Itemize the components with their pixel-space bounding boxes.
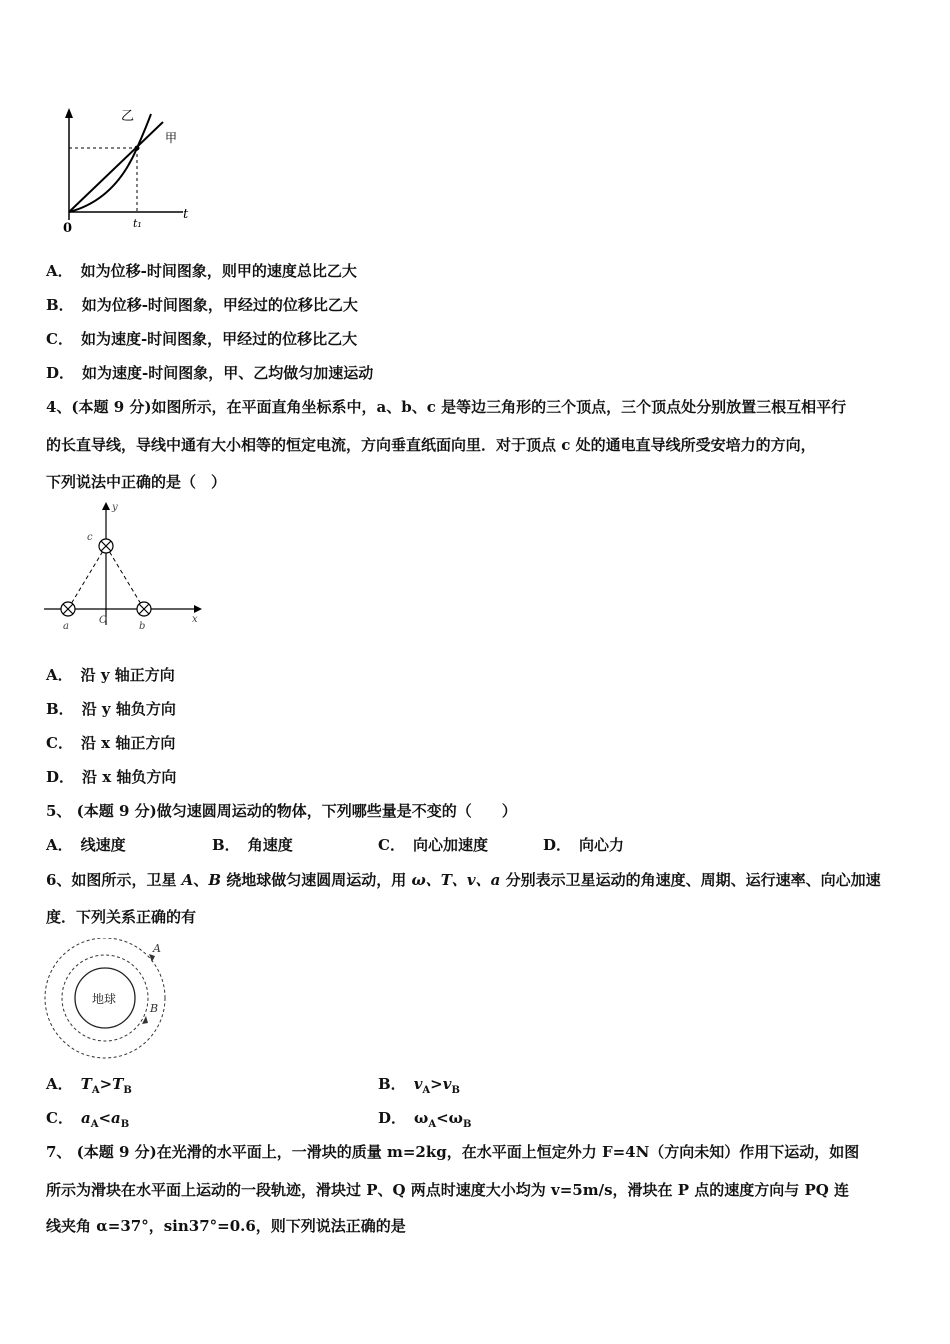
satellite-a-label: A <box>153 942 161 955</box>
b-label: b <box>139 621 146 632</box>
y-label: y <box>112 502 118 513</box>
earth-label: 地球 <box>92 992 117 1006</box>
graph-figure-jia-yi <box>55 100 205 235</box>
yi-label: 乙 <box>121 109 135 124</box>
q4-option-a[interactable]: A． 沿 y 轴正方向 <box>46 666 175 684</box>
satellite-b-label: B <box>150 1002 159 1015</box>
q3-option-c[interactable]: C． 如为速度-时间图象，甲经过的位移比乙大 <box>46 330 358 348</box>
y-axis-arrow <box>102 502 110 510</box>
q5-stem: 5、 (本题 9 分)做匀速圆周运动的物体，下列哪些量是不变的（ ） <box>46 802 517 820</box>
coordinate-wire-figure <box>44 500 209 635</box>
satellite-orbit-figure <box>40 938 175 1062</box>
q4-stem-line1: 4、(本题 9 分)如图所示，在平面直角坐标系中，a、b、c 是等边三角形的三个顶点，三个顶点处分别放置三根互相平行 <box>46 398 847 416</box>
wire-c-icon <box>99 539 113 553</box>
wire-b-icon <box>137 602 151 616</box>
origin-label: O <box>99 615 108 626</box>
q5-option-a[interactable]: A． 线速度 <box>46 836 126 854</box>
wire-a-icon <box>61 602 75 616</box>
q6-stem-line2: 度．下列关系正确的有 <box>46 908 197 926</box>
q3-option-d[interactable]: D． 如为速度-时间图象，甲、乙均做匀加速运动 <box>46 364 374 382</box>
q5-option-c[interactable]: C． 向心加速度 <box>378 836 488 854</box>
q7-stem-line1: 7、 (本题 9 分)在光滑的水平面上，一滑块的质量 m=2kg，在水平面上恒定外力 F=4N（方向未知）作用下运动，如图 <box>46 1143 860 1161</box>
q6-option-b[interactable]: B． $v_A>v_B$ <box>378 1075 460 1096</box>
c-label: c <box>87 532 93 543</box>
q4-option-d[interactable]: D． 沿 x 轴负方向 <box>46 768 177 786</box>
q6-option-a[interactable]: A． $T_A>T_B$ <box>46 1075 132 1096</box>
intersection-point <box>135 146 140 151</box>
origin-label: 0 <box>63 221 73 235</box>
q3-option-b[interactable]: B． 如为位移-时间图象，甲经过的位移比乙大 <box>46 296 358 314</box>
a-label: a <box>63 621 69 632</box>
x-label: x <box>192 614 198 625</box>
satellite-b-arrow-icon <box>142 1016 148 1024</box>
q5-option-b[interactable]: B． 角速度 <box>212 836 293 854</box>
q5-option-d[interactable]: D． 向心力 <box>543 836 625 854</box>
dash-cb <box>106 546 144 609</box>
dash-ac <box>68 546 106 609</box>
t-label: t <box>183 207 189 222</box>
jia-label: 甲 <box>165 131 178 145</box>
q4-stem-line3: 下列说法中正确的是（ ） <box>46 473 227 491</box>
q6-option-c[interactable]: C． $a_A<a_B$ <box>46 1109 130 1130</box>
x-axis-arrow <box>194 605 202 613</box>
y-axis-arrow <box>65 108 73 118</box>
q6-stem-line1: 6、如图所示，卫星 A、B 绕地球做匀速圆周运动，用 ω、T、v、a 分别表示卫星运动的角速度、周期、运行速率、向心加速 <box>46 871 881 889</box>
q7-stem-line2: 所示为滑块在水平面上运动的一段轨迹，滑块过 P、Q 两点时速度大小均为 v=5m/s，滑块在 P 点的速度方向与 PQ 连 <box>46 1181 850 1199</box>
q4-option-c[interactable]: C． 沿 x 轴正方向 <box>46 734 176 752</box>
t1-label: t₁ <box>133 217 142 230</box>
q7-stem-line3: 线夹角 α=37°，sin37°=0.6，则下列说法正确的是 <box>46 1217 406 1235</box>
q6-option-d[interactable]: D． $\omega_A<\omega_B$ <box>378 1109 472 1130</box>
q4-option-b[interactable]: B． 沿 y 轴负方向 <box>46 700 176 718</box>
q4-stem-line2: 的长直导线，导线中通有大小相等的恒定电流，方向垂直纸面向里．对于顶点 c 处的通电直导线所受安培力的方向， <box>46 436 816 454</box>
curve-yi <box>69 114 151 212</box>
line-jia <box>69 122 163 212</box>
q3-option-a[interactable]: A． 如为位移-时间图象，则甲的速度总比乙大 <box>46 262 357 280</box>
